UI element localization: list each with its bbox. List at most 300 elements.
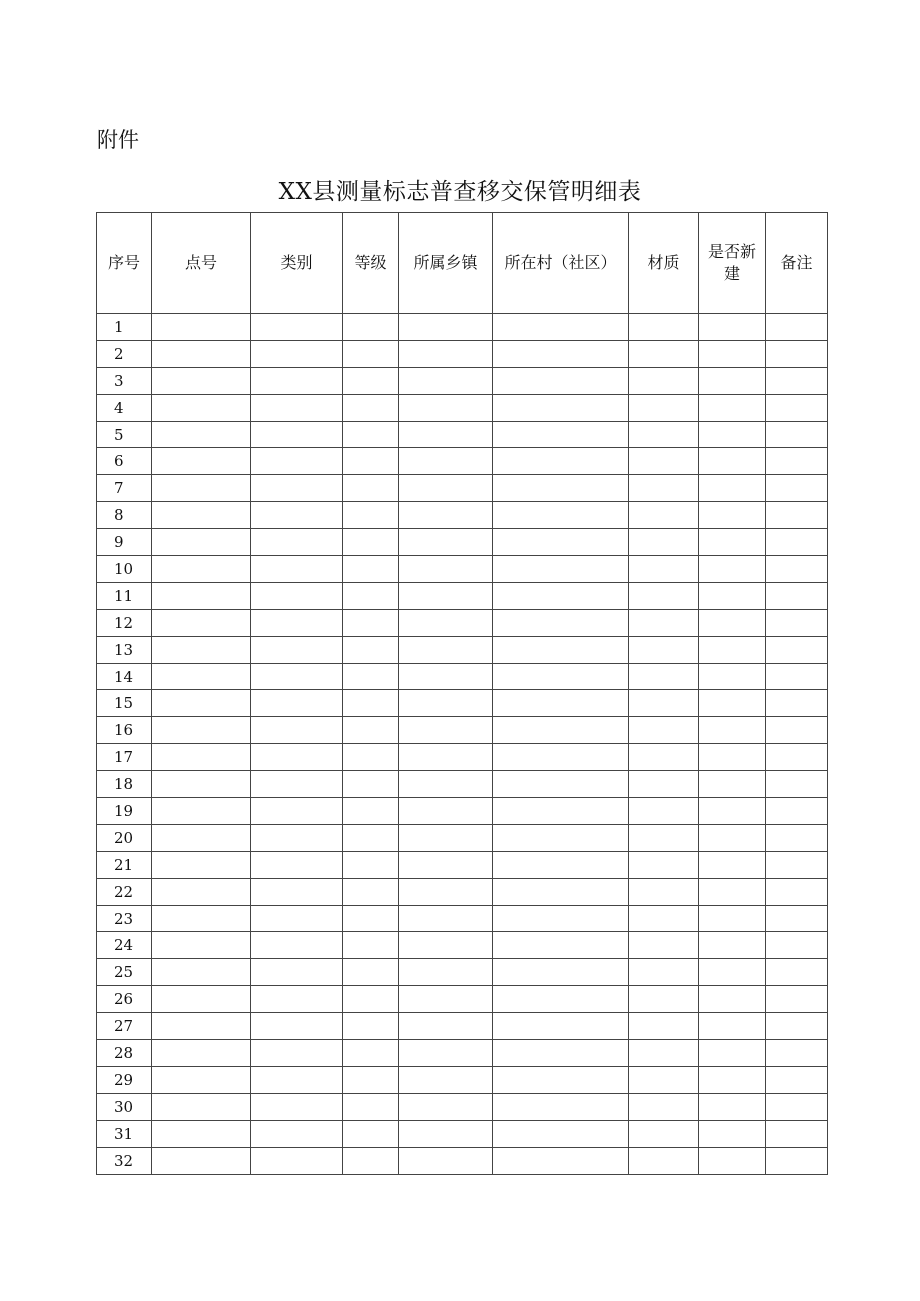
row-serial: 32 [97, 1147, 152, 1174]
table-cell [766, 314, 828, 341]
table-cell [343, 1066, 399, 1093]
table-cell [399, 851, 493, 878]
table-cell [629, 986, 699, 1013]
table-row [97, 905, 828, 932]
table-cell [493, 905, 629, 932]
table-cell [629, 878, 699, 905]
row-serial: 10 [97, 556, 152, 583]
table-cell [699, 367, 766, 394]
table-cell [343, 771, 399, 798]
header-remarks: 备注 [766, 213, 828, 314]
row-serial: 28 [97, 1040, 152, 1067]
table-cell [699, 582, 766, 609]
table-cell [766, 421, 828, 448]
table-cell [399, 582, 493, 609]
table-cell [343, 1040, 399, 1067]
header-newly-built: 是否新建 [699, 213, 766, 314]
table-row [97, 636, 828, 663]
table-row [97, 663, 828, 690]
table-row [97, 1066, 828, 1093]
table-cell [152, 556, 251, 583]
table-cell [343, 663, 399, 690]
table-cell [152, 394, 251, 421]
table-cell [152, 314, 251, 341]
table-cell [493, 959, 629, 986]
table-cell [399, 448, 493, 475]
table-cell [251, 1066, 343, 1093]
table-cell [152, 798, 251, 825]
table-cell [629, 1147, 699, 1174]
table-cell [399, 314, 493, 341]
table-cell [343, 905, 399, 932]
table-cell [699, 529, 766, 556]
row-serial: 19 [97, 798, 152, 825]
table-cell [629, 932, 699, 959]
table-cell [152, 744, 251, 771]
table-row [97, 582, 828, 609]
table-cell [699, 851, 766, 878]
table-cell [766, 1066, 828, 1093]
table-body [97, 314, 828, 1175]
table-cell [699, 475, 766, 502]
table-cell [343, 529, 399, 556]
table-cell [766, 878, 828, 905]
table-cell [629, 959, 699, 986]
table-cell [699, 1147, 766, 1174]
table-cell [399, 905, 493, 932]
table-cell [251, 851, 343, 878]
table-cell [493, 1147, 629, 1174]
table-cell [699, 744, 766, 771]
table-cell [766, 690, 828, 717]
table-cell [766, 448, 828, 475]
table-row [97, 717, 828, 744]
table-cell [399, 340, 493, 367]
table-cell [343, 959, 399, 986]
table-cell [629, 421, 699, 448]
table-cell [766, 1120, 828, 1147]
table-cell [343, 367, 399, 394]
table-cell [699, 1013, 766, 1040]
table-cell [629, 314, 699, 341]
table-cell [343, 1013, 399, 1040]
table-cell [699, 502, 766, 529]
table-cell [343, 340, 399, 367]
table-cell [493, 878, 629, 905]
header-material: 材质 [629, 213, 699, 314]
table-cell [251, 690, 343, 717]
header-village: 所在村（社区） [493, 213, 629, 314]
table-cell [343, 932, 399, 959]
table-cell [766, 744, 828, 771]
table-cell [343, 582, 399, 609]
table-cell [152, 771, 251, 798]
document-title: XX县测量标志普查移交保管明细表 [278, 179, 642, 205]
table-cell [399, 878, 493, 905]
header-category: 类别 [251, 213, 343, 314]
table-cell [493, 986, 629, 1013]
table-cell [152, 448, 251, 475]
table-cell [493, 448, 629, 475]
table-cell [152, 959, 251, 986]
table-cell [493, 1093, 629, 1120]
table-cell [251, 878, 343, 905]
table-cell [766, 986, 828, 1013]
table-cell [343, 1147, 399, 1174]
table-row [97, 340, 828, 367]
table-cell [251, 744, 343, 771]
table-row [97, 878, 828, 905]
table-cell [152, 529, 251, 556]
row-serial: 21 [97, 851, 152, 878]
table-cell [766, 932, 828, 959]
table-cell [399, 421, 493, 448]
table-cell [152, 609, 251, 636]
table-row [97, 394, 828, 421]
table-cell [493, 690, 629, 717]
table-cell [251, 394, 343, 421]
table-cell [493, 1066, 629, 1093]
table-cell [152, 878, 251, 905]
table-cell [343, 448, 399, 475]
table-cell [152, 1066, 251, 1093]
table-cell [766, 367, 828, 394]
table-cell [493, 502, 629, 529]
table-cell [399, 663, 493, 690]
table-cell [493, 314, 629, 341]
table-cell [399, 556, 493, 583]
table-cell [629, 905, 699, 932]
table-cell [493, 529, 629, 556]
table-cell [251, 556, 343, 583]
table-cell [343, 394, 399, 421]
table-cell [152, 1093, 251, 1120]
table-row [97, 798, 828, 825]
table-row [97, 421, 828, 448]
row-serial: 24 [97, 932, 152, 959]
table-cell [766, 959, 828, 986]
row-serial: 5 [97, 421, 152, 448]
table-cell [699, 771, 766, 798]
table-cell [251, 798, 343, 825]
table-cell [399, 1147, 493, 1174]
table-cell [629, 367, 699, 394]
table-cell [629, 582, 699, 609]
table-cell [251, 1040, 343, 1067]
table-row [97, 475, 828, 502]
row-serial: 12 [97, 609, 152, 636]
table-cell [251, 663, 343, 690]
table-row [97, 609, 828, 636]
table-row [97, 448, 828, 475]
table-cell [251, 771, 343, 798]
table-cell [699, 448, 766, 475]
header-township: 所属乡镇 [399, 213, 493, 314]
table-cell [629, 690, 699, 717]
table-cell [699, 798, 766, 825]
table-cell [399, 1040, 493, 1067]
table-cell [493, 636, 629, 663]
table-cell [493, 367, 629, 394]
row-serial: 29 [97, 1066, 152, 1093]
table-cell [399, 1066, 493, 1093]
row-serial: 17 [97, 744, 152, 771]
table-cell [629, 663, 699, 690]
table-cell [399, 824, 493, 851]
table-cell [699, 1066, 766, 1093]
table-cell [493, 475, 629, 502]
table-cell [399, 932, 493, 959]
row-serial: 8 [97, 502, 152, 529]
table-cell [766, 1013, 828, 1040]
table-cell [251, 1120, 343, 1147]
table-cell [152, 1013, 251, 1040]
table-cell [399, 636, 493, 663]
table-row [97, 986, 828, 1013]
table-cell [493, 1013, 629, 1040]
table-cell [493, 824, 629, 851]
table-cell [699, 421, 766, 448]
table-row [97, 1013, 828, 1040]
header-point-id: 点号 [152, 213, 251, 314]
table-cell [152, 1120, 251, 1147]
table-cell [766, 636, 828, 663]
table-cell [629, 1120, 699, 1147]
row-serial: 15 [97, 690, 152, 717]
row-serial: 11 [97, 582, 152, 609]
table-cell [399, 959, 493, 986]
table-cell [699, 636, 766, 663]
table-cell [766, 340, 828, 367]
table-cell [629, 1066, 699, 1093]
table-cell [629, 394, 699, 421]
table-cell [493, 340, 629, 367]
table-cell [152, 475, 251, 502]
table-cell [343, 636, 399, 663]
row-serial: 16 [97, 717, 152, 744]
table-cell [699, 1040, 766, 1067]
table-cell [251, 824, 343, 851]
table-row [97, 367, 828, 394]
table-row [97, 1040, 828, 1067]
table-cell [343, 851, 399, 878]
table-cell [699, 717, 766, 744]
row-serial: 2 [97, 340, 152, 367]
table-cell [343, 690, 399, 717]
table-cell [152, 340, 251, 367]
table-cell [343, 878, 399, 905]
table-cell [699, 690, 766, 717]
table-cell [766, 394, 828, 421]
table-cell [699, 932, 766, 959]
table-cell [629, 529, 699, 556]
table-row [97, 959, 828, 986]
row-serial: 3 [97, 367, 152, 394]
table-cell [766, 1040, 828, 1067]
table-cell [493, 717, 629, 744]
table-cell [629, 609, 699, 636]
table-cell [493, 394, 629, 421]
table-cell [251, 475, 343, 502]
header-serial: 序号 [97, 213, 152, 314]
table-cell [343, 475, 399, 502]
row-serial: 23 [97, 905, 152, 932]
table-cell [251, 421, 343, 448]
table-cell [766, 851, 828, 878]
table-cell [251, 529, 343, 556]
table-cell [766, 798, 828, 825]
table-cell [629, 824, 699, 851]
table-cell [699, 1093, 766, 1120]
table-cell [343, 1093, 399, 1120]
table-cell [493, 663, 629, 690]
table-cell [343, 717, 399, 744]
table-cell [251, 1013, 343, 1040]
row-serial: 4 [97, 394, 152, 421]
row-serial: 31 [97, 1120, 152, 1147]
table-cell [699, 609, 766, 636]
table-cell [343, 314, 399, 341]
table-cell [251, 340, 343, 367]
table-cell [699, 959, 766, 986]
table-cell [766, 582, 828, 609]
table-cell [343, 421, 399, 448]
table-cell [399, 1093, 493, 1120]
table-cell [152, 421, 251, 448]
table-cell [493, 582, 629, 609]
table-cell [493, 421, 629, 448]
table-cell [343, 556, 399, 583]
table-cell [493, 771, 629, 798]
table-cell [766, 529, 828, 556]
table-cell [699, 394, 766, 421]
table-cell [152, 986, 251, 1013]
table-cell [493, 1120, 629, 1147]
table-cell [343, 609, 399, 636]
table-row [97, 744, 828, 771]
table-cell [399, 717, 493, 744]
table-cell [699, 663, 766, 690]
table-cell [399, 1120, 493, 1147]
table-cell [399, 367, 493, 394]
table-cell [629, 851, 699, 878]
table-cell [493, 1040, 629, 1067]
table-cell [399, 609, 493, 636]
table-row [97, 556, 828, 583]
table-cell [152, 690, 251, 717]
table-cell [493, 932, 629, 959]
row-serial: 22 [97, 878, 152, 905]
table-cell [251, 717, 343, 744]
table-cell [152, 932, 251, 959]
table-cell [399, 502, 493, 529]
table-cell [493, 556, 629, 583]
table-cell [699, 1120, 766, 1147]
table-cell [766, 717, 828, 744]
table-cell [629, 771, 699, 798]
table-cell [766, 663, 828, 690]
table-cell [343, 824, 399, 851]
table-cell [399, 394, 493, 421]
table-cell [343, 798, 399, 825]
table-cell [399, 475, 493, 502]
table-cell [152, 663, 251, 690]
table-cell [629, 556, 699, 583]
table-cell [629, 448, 699, 475]
table-row [97, 932, 828, 959]
table-cell [766, 475, 828, 502]
table-cell [629, 1093, 699, 1120]
row-serial: 7 [97, 475, 152, 502]
table-cell [493, 798, 629, 825]
table-cell [699, 878, 766, 905]
table-cell [699, 340, 766, 367]
table-cell [629, 744, 699, 771]
table-cell [251, 932, 343, 959]
table-cell [629, 1013, 699, 1040]
table-cell [152, 1147, 251, 1174]
attachment-label: 附件 [97, 128, 139, 152]
table-cell [251, 905, 343, 932]
table-cell [152, 1040, 251, 1067]
table-row [97, 851, 828, 878]
table-cell [343, 1120, 399, 1147]
table-cell [399, 744, 493, 771]
table-cell [152, 636, 251, 663]
table-row [97, 1147, 828, 1174]
row-serial: 30 [97, 1093, 152, 1120]
table-cell [251, 502, 343, 529]
table-cell [629, 636, 699, 663]
table-cell [343, 744, 399, 771]
table-cell [399, 1013, 493, 1040]
table-cell [399, 986, 493, 1013]
table-row [97, 1093, 828, 1120]
table-cell [152, 824, 251, 851]
table-cell [766, 1147, 828, 1174]
table-cell [152, 367, 251, 394]
table-row [97, 690, 828, 717]
table-cell [493, 851, 629, 878]
row-serial: 14 [97, 663, 152, 690]
row-serial: 27 [97, 1013, 152, 1040]
table-cell [399, 771, 493, 798]
table-cell [251, 1147, 343, 1174]
table-cell [152, 851, 251, 878]
table-cell [251, 986, 343, 1013]
header-row [97, 213, 828, 314]
table-cell [152, 905, 251, 932]
table-cell [251, 314, 343, 341]
table-cell [399, 529, 493, 556]
table-row [97, 314, 828, 341]
row-serial: 20 [97, 824, 152, 851]
row-serial: 1 [97, 314, 152, 341]
table-cell [629, 798, 699, 825]
table-cell [343, 986, 399, 1013]
table-cell [699, 986, 766, 1013]
table-cell [766, 1093, 828, 1120]
table-cell [152, 717, 251, 744]
table-cell [766, 502, 828, 529]
table-cell [629, 340, 699, 367]
row-serial: 9 [97, 529, 152, 556]
survey-marker-table [96, 212, 828, 1175]
table-row [97, 1120, 828, 1147]
table-cell [699, 905, 766, 932]
table-cell [251, 609, 343, 636]
row-serial: 6 [97, 448, 152, 475]
